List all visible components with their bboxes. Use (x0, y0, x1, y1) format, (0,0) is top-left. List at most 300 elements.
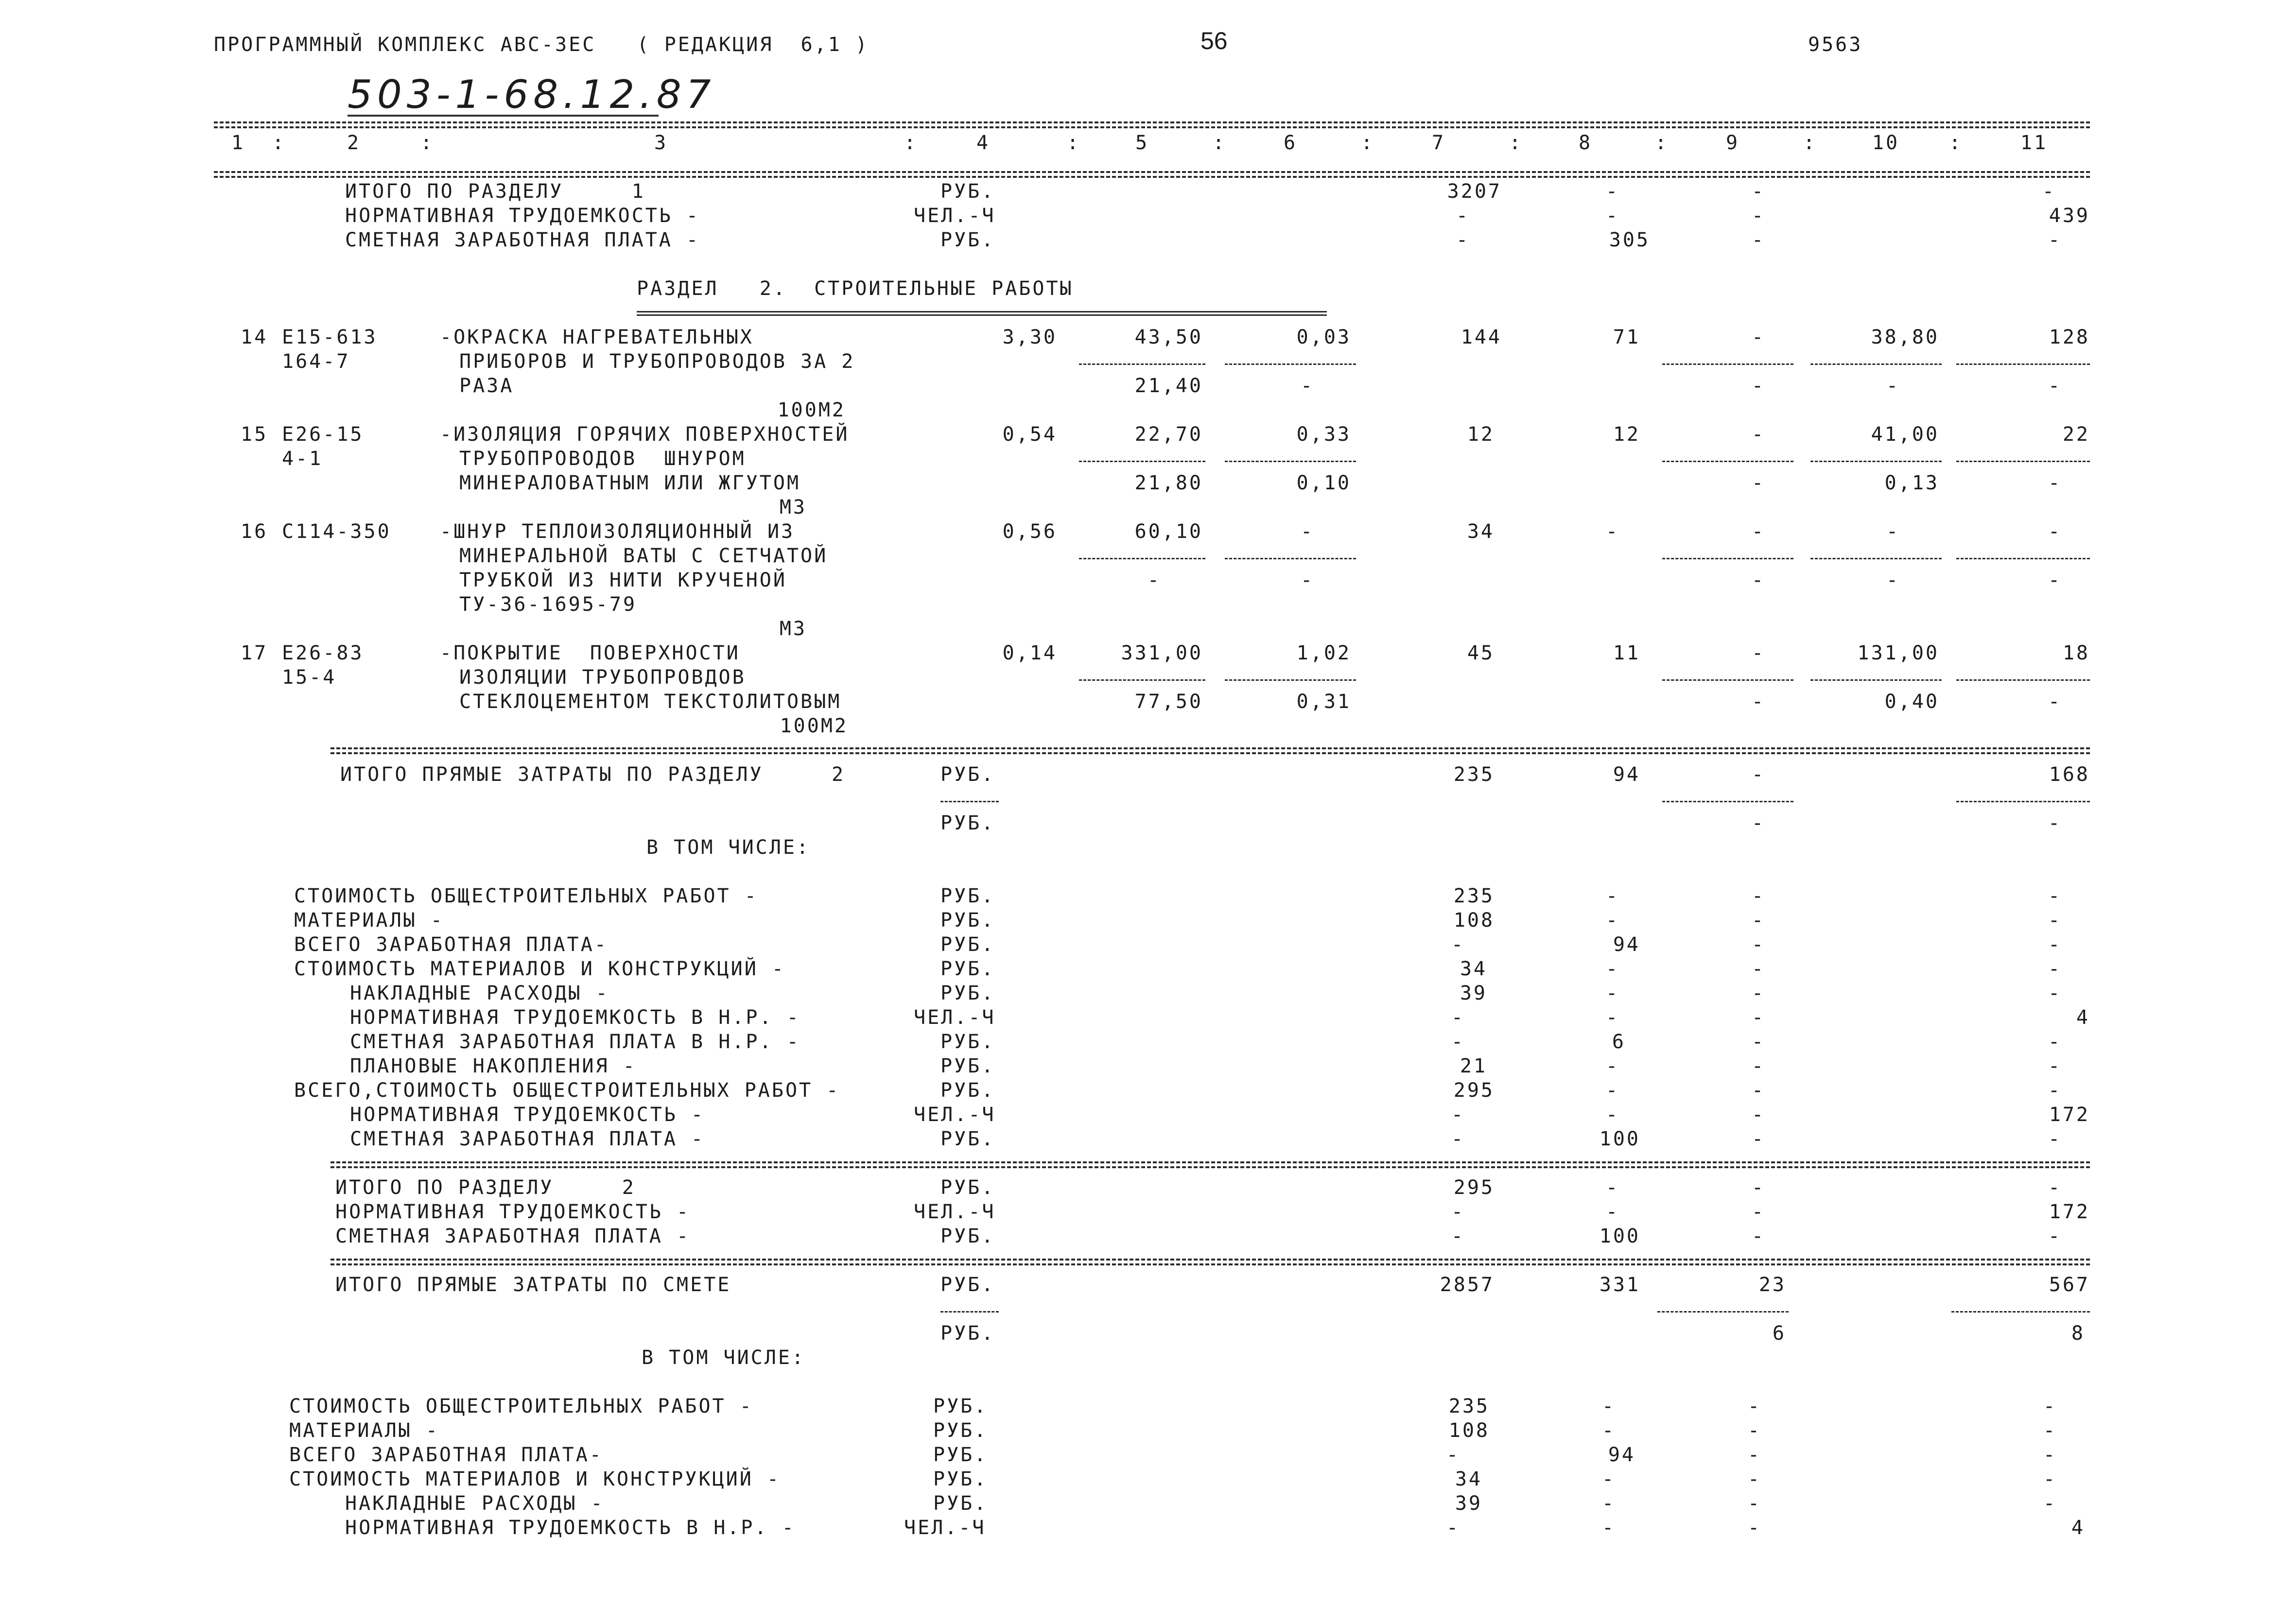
cell-col11: - (2043, 1395, 2057, 1417)
breakdown-label: НАКЛАДНЫЕ РАСХОДЫ - (350, 982, 609, 1004)
item-code: C114-350 (282, 520, 391, 543)
cell-col9-sub: - (1751, 812, 1766, 834)
cell-col7: 295 (1453, 1079, 1495, 1102)
item-description: -ПОКРЫТИЕ ПОВЕРХНОСТИ (440, 642, 740, 664)
wage-label: СМЕТНАЯ ЗАРАБОТНАЯ ПЛАТА - (345, 229, 700, 251)
total-label: ИТОГО ПО РАЗДЕЛУ 1 (345, 180, 645, 203)
column-separator: : (1803, 132, 1817, 154)
cell-col7: - (1451, 1128, 1465, 1150)
cell-col11: - (2048, 520, 2062, 543)
item-code: E26-15 (282, 423, 364, 446)
breakdown-label: ВСЕГО ЗАРАБОТНАЯ ПЛАТА- (294, 933, 608, 956)
cell-col7: - (1451, 1006, 1465, 1029)
section-rule (330, 1259, 2090, 1261)
item-description: -ОКРАСКА НАГРЕВАТЕЛЬНЫХ (440, 326, 754, 348)
item-description: РАЗА (459, 375, 514, 397)
item-number: 16 (241, 520, 268, 543)
column-separator: : (1949, 132, 1963, 154)
cell-col9: - (1751, 958, 1766, 980)
cell-col8: 94 (1608, 1444, 1635, 1466)
column-separator: : (1655, 132, 1669, 154)
section-rule-2 (330, 1263, 2090, 1265)
cell-col5-sub: - (1147, 569, 1162, 591)
item-code-secondary: 4-1 (282, 448, 323, 470)
cell-col9: - (1751, 229, 1766, 251)
cell-col11: 168 (2049, 763, 2090, 786)
cell-col11: - (2043, 1419, 2057, 1442)
cell-col9: - (1751, 1176, 1766, 1199)
column-header-11: 11 (2020, 132, 2048, 154)
cell-col9: - (1751, 205, 1766, 227)
item-number: 15 (241, 423, 268, 446)
column-separator: : (1067, 132, 1081, 154)
unit: ЧЕЛ.-Ч (914, 1006, 996, 1029)
cell-col11: - (2048, 1031, 2062, 1053)
cell-col6: - (1300, 520, 1315, 543)
cell-col11: 567 (2049, 1274, 2090, 1296)
header-rule-top-2 (214, 126, 2090, 128)
unit: ЧЕЛ.-Ч (914, 1104, 996, 1126)
column-header-5: 5 (1135, 132, 1149, 154)
cell-col7: 108 (1448, 1419, 1490, 1442)
handwritten-project-number: 503-1-68.12.87 (348, 72, 716, 117)
cell-col11: 22 (2062, 423, 2090, 446)
cell-col9: - (1751, 423, 1766, 446)
cell-col5: 22,70 (1134, 423, 1203, 446)
cell-col8: - (1601, 1492, 1616, 1515)
cell-col7: 34 (1455, 1468, 1482, 1490)
section-rule-2 (330, 1166, 2090, 1168)
cell-divider (1951, 1311, 2090, 1313)
cell-divider (1657, 1311, 1789, 1313)
cell-col9: - (1747, 1444, 1762, 1466)
cell-col8: 305 (1609, 229, 1650, 251)
cell-divider (1956, 558, 2090, 559)
cell-divider (1662, 801, 1793, 802)
cell-col9-sub: - (1751, 569, 1766, 591)
cell-col8: - (1605, 958, 1620, 980)
cell-col7: 295 (1453, 1176, 1495, 1199)
cell-divider (1956, 679, 2090, 681)
cell-col7: 108 (1453, 909, 1495, 932)
cell-col9-sub: - (1751, 375, 1766, 397)
cell-col9: - (1751, 933, 1766, 956)
cell-col11: - (2048, 909, 2062, 932)
cell-col9: - (1747, 1492, 1762, 1515)
cell-col10: - (1886, 520, 1900, 543)
cell-col8: - (1605, 909, 1620, 932)
unit: РУБ. (940, 1031, 995, 1053)
unit: РУБ. (940, 812, 995, 834)
cell-col11: - (2043, 1492, 2057, 1515)
cell-col11-sub: - (2048, 691, 2062, 713)
unit: РУБ. (933, 1419, 988, 1442)
unit: РУБ. (940, 909, 995, 932)
cell-col8: 12 (1613, 423, 1640, 446)
cell-col10-sub: - (1886, 569, 1900, 591)
unit: РУБ. (933, 1492, 988, 1515)
cell-col8: - (1605, 1104, 1620, 1126)
cell-col11: - (2048, 885, 2062, 907)
cell-col8: 100 (1599, 1128, 1640, 1150)
item-description: -ИЗОЛЯЦИЯ ГОРЯЧИХ ПОВЕРХНОСТЕЙ (440, 423, 850, 446)
cell-col9: - (1747, 1517, 1762, 1539)
cell-col7: - (1456, 229, 1470, 251)
cell-col11: - (2048, 933, 2062, 956)
item-number: 17 (241, 642, 268, 664)
cell-divider (1810, 363, 1942, 365)
unit: РУБ. (940, 958, 995, 980)
cell-col11: 4 (2071, 1517, 2085, 1539)
cell-col7: - (1446, 1444, 1461, 1466)
cell-col8: 331 (1599, 1274, 1640, 1296)
header-rule-bottom-2 (214, 176, 2090, 178)
cell-col8: - (1605, 1006, 1620, 1029)
cell-divider (1810, 461, 1942, 462)
cell-col8: - (1605, 1055, 1620, 1077)
unit: ЧЕЛ.-Ч (914, 1201, 996, 1223)
column-header-1: 1 (231, 132, 245, 154)
item-code: E15-613 (282, 326, 378, 348)
cell-col7: 235 (1448, 1395, 1490, 1417)
cell-col11: - (2042, 180, 2056, 203)
breakdown-label: МАТЕРИАЛЫ - (289, 1419, 439, 1442)
unit: ЧЕЛ.-Ч (904, 1517, 986, 1539)
cell-col9: - (1751, 885, 1766, 907)
unit: РУБ. (933, 1395, 988, 1417)
cell-col8: - (1605, 1079, 1620, 1102)
breakdown-label: НАКЛАДНЫЕ РАСХОДЫ - (345, 1492, 605, 1515)
cell-col6-sub: 0,10 (1296, 472, 1351, 494)
cell-col8: - (1605, 520, 1620, 543)
breakdown-label: СТОИМОСТЬ МАТЕРИАЛОВ И КОНСТРУКЦИЙ - (289, 1468, 781, 1490)
cell-col6: 1,02 (1296, 642, 1351, 664)
unit: РУБ. (940, 229, 995, 251)
cell-col11: 172 (2049, 1201, 2090, 1223)
cell-col11: - (2048, 958, 2062, 980)
cell-col9: - (1751, 1055, 1766, 1077)
cell-divider (1079, 363, 1205, 365)
cell-col8: - (1601, 1517, 1616, 1539)
cell-col10-sub: - (1886, 375, 1900, 397)
cell-col4: 0,14 (1002, 642, 1057, 664)
breakdown-label: НОРМАТИВНАЯ ТРУДОЕМКОСТЬ В Н.Р. - (345, 1517, 796, 1539)
cell-col9-sub: - (1751, 691, 1766, 713)
cell-divider (1225, 363, 1356, 365)
cell-col7: - (1451, 933, 1465, 956)
breakdown-label: ВСЕГО,СТОИМОСТЬ ОБЩЕСТРОИТЕЛЬНЫХ РАБОТ - (294, 1079, 840, 1102)
document-code: 9563 (1808, 34, 1863, 56)
cell-col7: 45 (1467, 642, 1495, 664)
cell-col8: 94 (1613, 933, 1640, 956)
cell-col11: - (2048, 1225, 2062, 1247)
cell-divider (1225, 679, 1356, 681)
cell-col11: - (2043, 1468, 2057, 1490)
column-header-7: 7 (1431, 132, 1446, 154)
cell-col7: - (1451, 1031, 1465, 1053)
cell-col10: 41,00 (1871, 423, 1939, 446)
cell-col4: 3,30 (1002, 326, 1057, 348)
unit: РУБ. (940, 1055, 995, 1077)
labor-label: НОРМАТИВНАЯ ТРУДОЕМКОСТЬ - (345, 205, 700, 227)
cell-col6: 0,33 (1296, 423, 1351, 446)
column-header-2: 2 (347, 132, 361, 154)
cell-col5: 60,10 (1134, 520, 1203, 543)
cell-col11: - (2048, 1176, 2062, 1199)
cell-col5: 43,50 (1134, 326, 1203, 348)
breakdown-label: ВСЕГО ЗАРАБОТНАЯ ПЛАТА- (289, 1444, 603, 1466)
cell-divider (1225, 558, 1356, 559)
item-unit: М3 (779, 618, 807, 640)
section-title-underline (637, 311, 1327, 316)
cell-col8: - (1605, 885, 1620, 907)
cell-divider (1956, 363, 2090, 365)
section-rule-2 (330, 752, 2090, 754)
unit: РУБ. (940, 933, 995, 956)
unit: РУБ. (933, 1468, 988, 1490)
cell-col9: 23 (1758, 1274, 1786, 1296)
column-header-9: 9 (1725, 132, 1740, 154)
item-description: МИНЕРАЛОВАТНЫМ ИЛИ ЖГУТОМ (459, 472, 801, 494)
cell-col8: 94 (1613, 763, 1640, 786)
wage-label: СМЕТНАЯ ЗАРАБОТНАЯ ПЛАТА - (335, 1225, 691, 1247)
cell-divider (1225, 461, 1356, 462)
cell-col7: 12 (1467, 423, 1495, 446)
cell-col9: - (1751, 1128, 1766, 1150)
cell-col5: 331,00 (1121, 642, 1203, 664)
cell-col4: 0,56 (1002, 520, 1057, 543)
cell-col11: - (2048, 1079, 2062, 1102)
cell-col7: - (1451, 1225, 1465, 1247)
cell-col5-sub: 21,80 (1134, 472, 1203, 494)
item-unit: 100М2 (777, 399, 846, 421)
unit: РУБ. (933, 1444, 988, 1466)
cell-col9: - (1751, 180, 1766, 203)
cell-col7: - (1451, 1201, 1465, 1223)
cell-col7: 34 (1460, 958, 1487, 980)
cell-col9: - (1751, 1225, 1766, 1247)
cell-col7: - (1446, 1517, 1461, 1539)
including-label: В ТОМ ЧИСЛЕ: (646, 836, 810, 859)
column-header-3: 3 (654, 132, 668, 154)
unit: РУБ. (940, 982, 995, 1004)
item-description: СТЕКЛОЦЕМЕНТОМ ТЕКСТОЛИТОВЫМ (459, 691, 842, 713)
cell-col5-sub: 21,40 (1134, 375, 1203, 397)
column-header-10: 10 (1872, 132, 1900, 154)
cell-divider (1956, 461, 2090, 462)
cell-col5-sub: 77,50 (1134, 691, 1203, 713)
header-rule-top (214, 121, 2090, 123)
cell-divider (1662, 461, 1793, 462)
unit: РУБ. (940, 180, 995, 203)
item-description: ИЗОЛЯЦИИ ТРУБОПРОВДОВ (459, 666, 746, 689)
cell-col7: 39 (1455, 1492, 1482, 1515)
column-separator: : (1213, 132, 1227, 154)
cell-col6-sub: - (1300, 375, 1315, 397)
cell-col10: 38,80 (1871, 326, 1939, 348)
cell-col11-sub: - (2048, 375, 2062, 397)
cell-col9: - (1751, 982, 1766, 1004)
cell-col9: - (1751, 1104, 1766, 1126)
handwritten-underline (348, 115, 659, 117)
cell-col9-sub: - (1751, 472, 1766, 494)
item-number: 14 (241, 326, 268, 348)
cell-col6: 0,03 (1296, 326, 1351, 348)
section-rule (330, 1161, 2090, 1163)
item-code-secondary: 164-7 (282, 350, 350, 373)
cell-col7: 2857 (1440, 1274, 1495, 1296)
unit: РУБ. (940, 1274, 995, 1296)
item-description: -ШНУР ТЕПЛОИЗОЛЯЦИОННЫЙ ИЗ (440, 520, 795, 543)
column-separator: : (1509, 132, 1523, 154)
breakdown-label: МАТЕРИАЛЫ - (294, 909, 444, 932)
breakdown-label: СМЕТНАЯ ЗАРАБОТНАЯ ПЛАТА - (350, 1128, 705, 1150)
cell-col11-sub: - (2048, 472, 2062, 494)
cell-col8: - (1601, 1395, 1616, 1417)
cell-divider (1662, 558, 1793, 559)
column-separator: : (1361, 132, 1375, 154)
cell-col6-sub: 0,31 (1296, 691, 1351, 713)
cell-col7: - (1456, 205, 1470, 227)
cell-col7: 3207 (1447, 180, 1502, 203)
column-header-6: 6 (1283, 132, 1298, 154)
cell-col8: 11 (1613, 642, 1640, 664)
column-header-4: 4 (976, 132, 991, 154)
breakdown-label: СТОИМОСТЬ ОБЩЕСТРОИТЕЛЬНЫХ РАБОТ - (289, 1395, 753, 1417)
cell-col9: - (1751, 1201, 1766, 1223)
breakdown-label: НОРМАТИВНАЯ ТРУДОЕМКОСТЬ В Н.Р. - (350, 1006, 800, 1029)
cell-col7: 235 (1453, 763, 1495, 786)
cell-col9: - (1751, 909, 1766, 932)
cell-col8: - (1601, 1419, 1616, 1442)
cell-col11: 18 (2062, 642, 2090, 664)
cell-divider (940, 1311, 999, 1313)
cell-col9: - (1747, 1468, 1762, 1490)
header-rule-bottom (214, 171, 2090, 173)
cell-col9: - (1747, 1419, 1762, 1442)
cell-col8: 100 (1599, 1225, 1640, 1247)
item-description: ТРУБОПРОВОДОВ ШНУРОМ (459, 448, 746, 470)
cell-col11: 172 (2049, 1104, 2090, 1126)
column-separator: : (272, 132, 286, 154)
column-separator: : (420, 132, 435, 154)
item-description: ТРУБКОЙ ИЗ НИТИ КРУЧЕНОЙ (459, 569, 787, 591)
cell-col11: - (2048, 229, 2062, 251)
cell-col7: 144 (1461, 326, 1502, 348)
cell-col11: 128 (2049, 326, 2090, 348)
unit: РУБ. (940, 1128, 995, 1150)
cell-col11: 4 (2076, 1006, 2090, 1029)
cell-col8: - (1605, 205, 1620, 227)
cell-col10: 131,00 (1857, 642, 1939, 664)
unit: РУБ. (940, 885, 995, 907)
direct-cost-label: ИТОГО ПРЯМЫЕ ЗАТРАТЫ ПО СМЕТЕ (335, 1274, 731, 1296)
cell-col6-sub: - (1300, 569, 1315, 591)
cell-divider (1662, 363, 1793, 365)
cell-divider (1079, 461, 1205, 462)
column-separator: : (904, 132, 918, 154)
program-header: ПРОГРАММНЫЙ КОМПЛЕКС АВС-3ЕС ( РЕДАКЦИЯ 6,1 ) (214, 34, 869, 56)
cell-divider (1662, 679, 1793, 681)
cell-col8: - (1605, 1201, 1620, 1223)
item-description: ТУ-36-1695-79 (459, 593, 637, 616)
breakdown-label: ПЛАНОВЫЕ НАКОПЛЕНИЯ - (350, 1055, 637, 1077)
cell-col9: - (1751, 520, 1766, 543)
cell-col10-sub: 0,40 (1884, 691, 1939, 713)
cell-col9: - (1751, 326, 1766, 348)
cell-col8: - (1605, 982, 1620, 1004)
cell-divider (1079, 558, 1205, 559)
item-description: МИНЕРАЛЬНОЙ ВАТЫ С СЕТЧАТОЙ (459, 545, 828, 567)
cell-col8: - (1601, 1468, 1616, 1490)
cell-col11: - (2043, 1444, 2057, 1466)
labor-label: НОРМАТИВНАЯ ТРУДОЕМКОСТЬ - (335, 1201, 691, 1223)
item-code: E26-83 (282, 642, 364, 664)
cell-col11-sub: - (2048, 812, 2062, 834)
cell-col7: 39 (1460, 982, 1487, 1004)
cell-col9: - (1751, 1031, 1766, 1053)
page-number: 56 (1200, 27, 1228, 54)
unit: РУБ. (940, 1322, 995, 1345)
section-title: РАЗДЕЛ 2. СТРОИТЕЛЬНЫЕ РАБОТЫ (637, 277, 1074, 300)
cell-col11: - (2048, 982, 2062, 1004)
total-label: ИТОГО ПО РАЗДЕЛУ 2 (335, 1176, 636, 1199)
cell-col9: - (1751, 1006, 1766, 1029)
breakdown-label: СТОИМОСТЬ ОБЩЕСТРОИТЕЛЬНЫХ РАБОТ - (294, 885, 758, 907)
cell-divider (1810, 679, 1942, 681)
breakdown-label: СМЕТНАЯ ЗАРАБОТНАЯ ПЛАТА В Н.Р. - (350, 1031, 800, 1053)
cell-col11: - (2048, 1128, 2062, 1150)
section-rule (330, 747, 2090, 749)
cell-col8: 71 (1613, 326, 1640, 348)
item-code-secondary: 15-4 (282, 666, 337, 689)
cell-divider (1810, 558, 1942, 559)
cell-divider (1079, 679, 1205, 681)
cell-col8: 6 (1612, 1031, 1626, 1053)
cell-col7: 235 (1453, 885, 1495, 907)
cell-col8: - (1605, 1176, 1620, 1199)
cell-col4: 0,54 (1002, 423, 1057, 446)
breakdown-label: СТОИМОСТЬ МАТЕРИАЛОВ И КОНСТРУКЦИЙ - (294, 958, 785, 980)
unit: РУБ. (940, 1079, 995, 1102)
item-description: ПРИБОРОВ И ТРУБОПРОВОДОВ ЗА 2 (459, 350, 855, 373)
cell-col9: - (1751, 642, 1766, 664)
column-header-8: 8 (1578, 132, 1593, 154)
cell-col9: - (1751, 763, 1766, 786)
unit: ЧЕЛ.-Ч (914, 205, 996, 227)
cell-col7: - (1451, 1104, 1465, 1126)
unit: РУБ. (940, 1225, 995, 1247)
cell-col8: - (1605, 180, 1620, 203)
breakdown-label: НОРМАТИВНАЯ ТРУДОЕМКОСТЬ - (350, 1104, 705, 1126)
unit: РУБ. (940, 763, 995, 786)
unit: РУБ. (940, 1176, 995, 1199)
cell-col10-sub: 0,13 (1884, 472, 1939, 494)
cell-divider (940, 801, 999, 802)
cell-col9-sub: 6 (1772, 1322, 1786, 1345)
cell-col11: 439 (2049, 205, 2090, 227)
cell-col11-sub: - (2048, 569, 2062, 591)
direct-cost-label: ИТОГО ПРЯМЫЕ ЗАТРАТЫ ПО РАЗДЕЛУ 2 (340, 763, 846, 786)
including-label: В ТОМ ЧИСЛЕ: (642, 1347, 805, 1369)
cell-col11-sub: 8 (2071, 1322, 2085, 1345)
item-unit: 100М2 (780, 715, 848, 737)
cell-col7: 34 (1467, 520, 1495, 543)
cell-col9: - (1751, 1079, 1766, 1102)
cell-divider (1956, 801, 2090, 802)
cell-col7: 21 (1460, 1055, 1487, 1077)
item-unit: М3 (779, 496, 807, 518)
